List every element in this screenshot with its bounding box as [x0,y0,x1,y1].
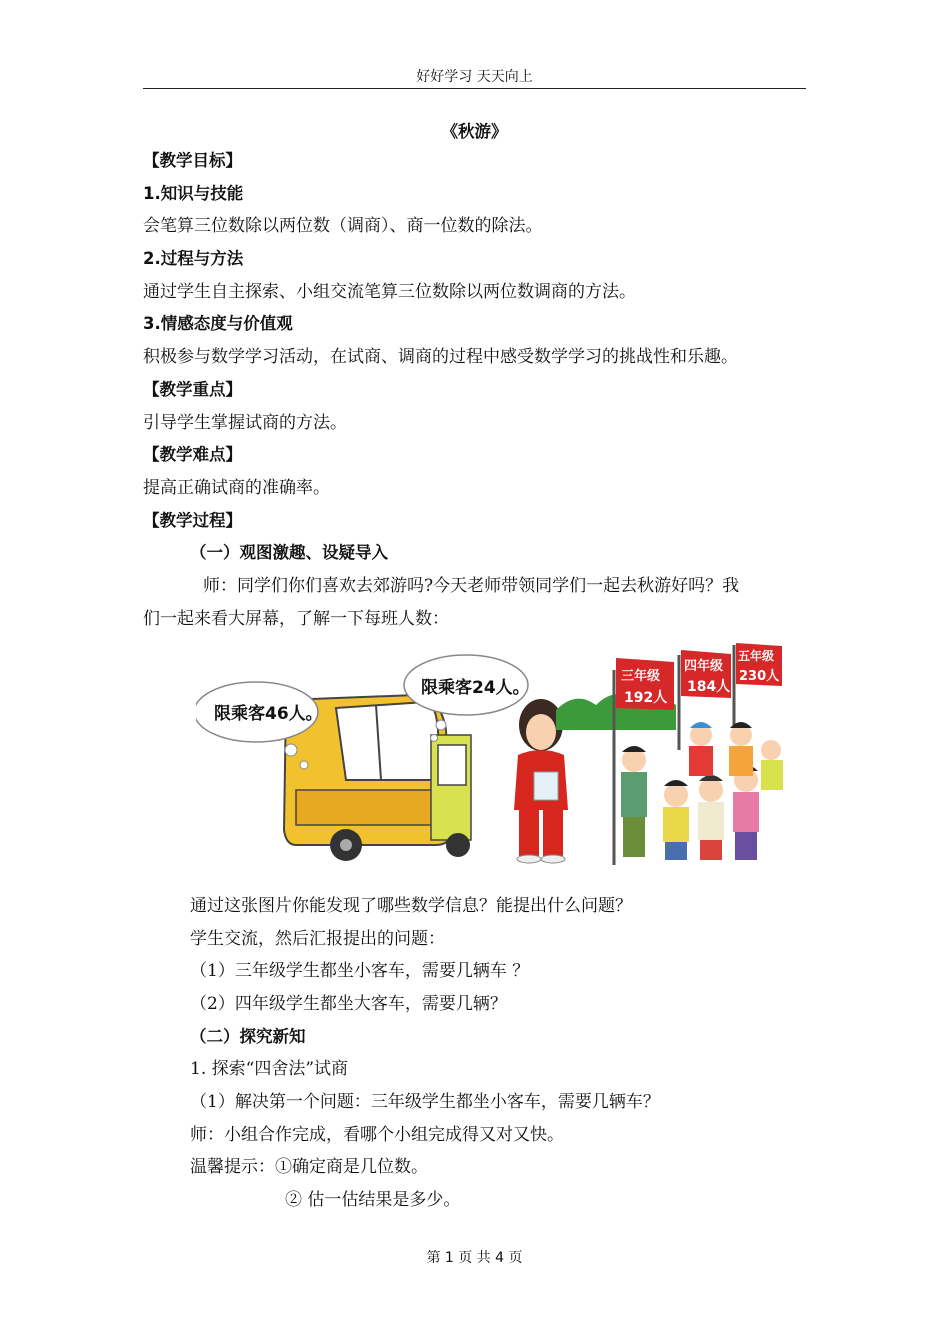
page-header: 好好学习 天天向上 [416,69,533,85]
student-exchange: 学生交流，然后汇报提出的问题： [190,929,445,949]
key-text: 引导学生掌握试商的方法。 [143,413,347,433]
grade4-flag-count: 184人 [687,679,731,695]
tip-line-1: 温馨提示：①确定商是几位数。 [190,1157,428,1177]
key-heading: 【教学重点】 [143,380,242,399]
grade4-flag-label: 四年级 [684,659,724,674]
question-intro: 通过这张图片你能发现了哪些数学信息？能提出什么问题？ [190,896,632,916]
grade3-flag-label: 三年级 [621,669,661,684]
document-title: 《秋游》 [441,122,508,141]
goal1-heading: 1.知识与技能 [143,184,244,203]
page-footer: 第 1 页 共 4 页 [426,1250,523,1266]
question-2: （2）四年级学生都坐大客车，需要几辆？ [190,994,507,1014]
goal3-heading: 3.情感态度与价值观 [143,314,293,333]
teacher-line-1: 师：同学们你们喜欢去郊游吗?今天老师带领同学们一起去秋游好吗？我 [203,576,740,596]
teacher-line-2: 们一起来看大屏幕，了解一下每班人数： [143,609,449,629]
difficulty-heading: 【教学难点】 [143,445,242,464]
big-bus-capacity-label: 限乘客46人。 [214,704,323,724]
goal3-text: 积极参与数学学习活动，在试商、调商的过程中感受数学学习的挑战性和乐趣。 [143,347,738,367]
solve-problem-1: （1）解决第一个问题：三年级学生都坐小客车，需要几辆车？ [190,1092,660,1112]
part2-heading: （二）探究新知 [190,1027,306,1046]
students-group [621,722,783,860]
teacher-instruction: 师：小组合作完成，看哪个小组完成得又对又快。 [190,1125,564,1145]
grade3-flag-count: 192人 [624,690,668,706]
tip-line-2: ② 估一估结果是多少。 [285,1190,461,1210]
explore-1: 1. 探索“四舍法”试商 [190,1059,349,1079]
goal2-heading: 2.过程与方法 [143,249,244,268]
part1-heading: （一）观图激趣、设疑导入 [190,543,388,562]
class-trip-illustration [196,640,786,870]
header-divider [143,88,806,89]
small-bus-capacity-label: 限乘客24人。 [421,678,530,698]
difficulty-text: 提高正确试商的准确率。 [143,478,330,498]
grade5-flag-count: 230人 [739,669,780,684]
goal2-text: 通过学生自主探索、小组交流笔算三位数除以两位数调商的方法。 [143,282,636,302]
goals-heading: 【教学目标】 [143,151,242,170]
question-1: （1）三年级学生都坐小客车，需要几辆车 ？ [190,961,530,981]
process-heading: 【教学过程】 [143,511,242,530]
goal1-text: 会笔算三位数除以两位数（调商）、商一位数的除法。 [143,216,543,236]
grade5-flag-label: 五年级 [738,649,775,663]
